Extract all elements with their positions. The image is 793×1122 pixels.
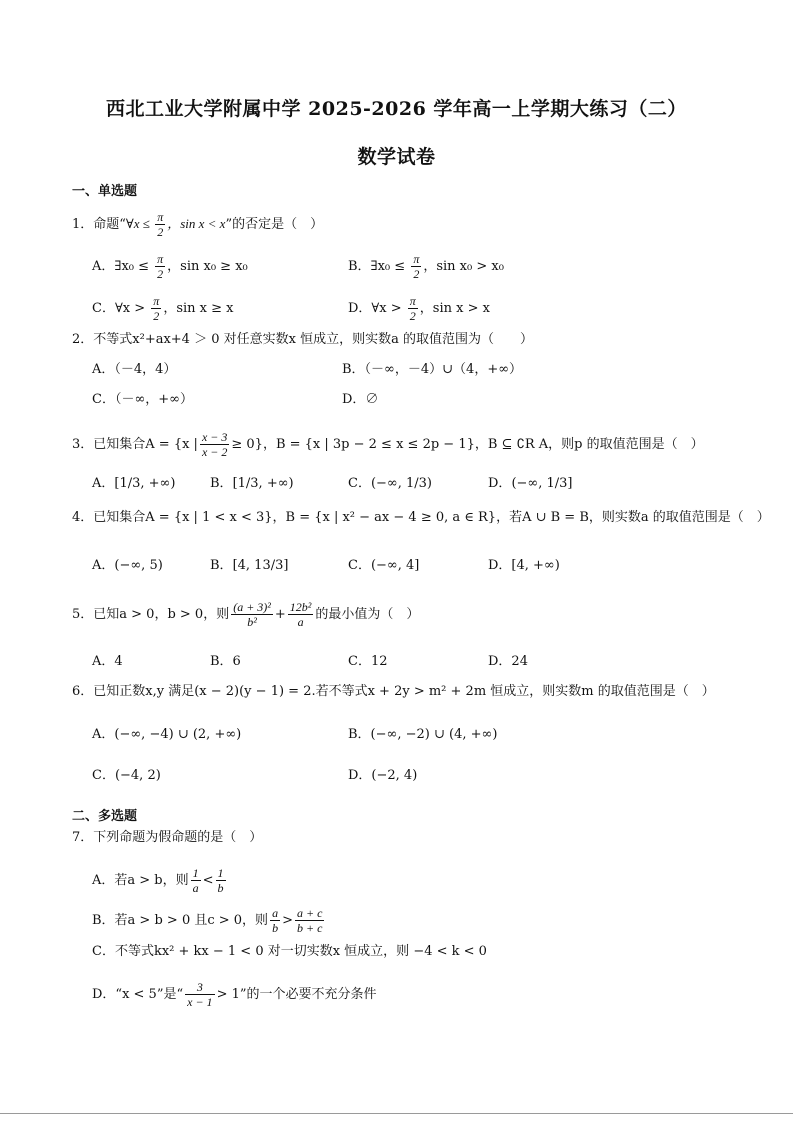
q6-option-c: C．(−4, 2) <box>92 768 161 783</box>
q1-stem-b: ∀x ≤ <box>125 216 154 231</box>
q1-b-frac <box>411 252 421 281</box>
q6-option-a: A．(−∞, −4) ∪ (2, +∞) <box>92 727 242 742</box>
q7-b-n1: a <box>272 906 279 920</box>
q7-b-text: B．若a > b > 0 且c > 0，则 <box>92 913 269 928</box>
q1-d-frac <box>408 294 418 323</box>
section-multi-choice: 二、多选题 <box>72 809 138 824</box>
q3-stem-a: 3．已知集合A = {x | <box>72 437 198 452</box>
q7-b-d2: b + c <box>296 921 323 935</box>
q5-option-c: C．12 <box>348 654 388 669</box>
q4-option-c: C．(−∞, 4] <box>348 558 420 573</box>
q1-c-tail: ，sin x ≥ x <box>163 301 234 316</box>
q3-option-c <box>348 474 432 494</box>
question-3-stem <box>72 430 704 459</box>
q3-stem-b: ≥ 0}，B = {x | 3p − 2 ≤ x ≤ 2p − 1}，B ⊆ ∁R A，则p 的取值范围是（ ） <box>231 437 704 452</box>
q1-option-d <box>348 294 490 323</box>
q7-d-text-a: D．“x < 5”是“ <box>92 987 184 1002</box>
q1-d-tail: ，sin x > x <box>419 301 490 316</box>
section-single-choice: 一、单选题 <box>72 184 138 199</box>
q1-b-den: 2 <box>413 267 420 281</box>
q5-f2-num: 12b² <box>289 600 312 614</box>
q1-b-num: π <box>413 252 420 266</box>
q3-d-expr: (−∞, 1/3] <box>511 476 573 491</box>
q3-frac-den: x − 2 <box>201 445 228 459</box>
q1-c-label: C．∀x > <box>92 301 150 316</box>
q4-option-a: A．(−∞, 5) <box>92 558 163 573</box>
q7-a-n2: 1 <box>217 866 224 880</box>
q1-option-a <box>92 252 248 281</box>
q5-fraction-2 <box>288 600 314 629</box>
q4-b-expr: [4, 13/3] <box>232 558 289 573</box>
question-7-stem: 7．下列命题为假命题的是（ ） <box>72 830 263 845</box>
q1-a-num: π <box>157 252 164 266</box>
q6-option-d: D．(−2, 4) <box>348 768 418 783</box>
q5-stem-b: 的最小值为（ ） <box>315 607 420 622</box>
q1-frac-num: π <box>157 210 164 224</box>
q1-a-frac <box>155 252 165 281</box>
q5-option-b: B．6 <box>210 654 241 669</box>
q7-a-n1: 1 <box>192 866 199 880</box>
q7-b-gt: > <box>282 913 293 928</box>
q5-plus: + <box>274 607 286 622</box>
q1-stem-d: ”的否定是（ ） <box>225 217 324 232</box>
q2-option-d: D．∅ <box>342 392 379 407</box>
question-5-stem <box>72 600 419 629</box>
q7-b-frac-2 <box>295 906 324 935</box>
q7-b-d1: b <box>272 921 279 935</box>
q3-frac-num: x − 3 <box>201 430 228 444</box>
q4-b-label: B． <box>210 558 233 573</box>
q7-d-num: 3 <box>185 980 214 995</box>
q3-c-expr: (−∞, 1/3) <box>370 476 433 491</box>
q7-d-den: x − 1 <box>187 995 213 1009</box>
q4-option-b <box>210 556 288 576</box>
q6-option-b: B．(−∞, −2) ∪ (4, +∞) <box>348 727 498 742</box>
q3-fraction <box>200 430 229 459</box>
q1-a-tail: ，sin x₀ ≥ x₀ <box>167 259 248 274</box>
q7-a-frac-2 <box>216 866 226 895</box>
question-2-stem: 2．不等式x²+ax+4 ＞ 0 对任意实数x 恒成立，则实数a 的取值范围为（ ） <box>72 332 533 347</box>
q7-option-c: C．不等式kx² + kx − 1 < 0 对一切实数x 恒成立，则 −4 < k < 0 <box>92 944 487 959</box>
q3-d-label: D． <box>488 476 512 491</box>
q1-c-frac <box>151 294 161 323</box>
q2-option-a: A．（－4，4） <box>92 362 177 377</box>
q1-b-tail: ，sin x₀ > x₀ <box>423 259 504 274</box>
q1-frac-den: 2 <box>157 225 164 239</box>
q1-option-b <box>348 252 504 281</box>
q7-option-d <box>92 980 377 1009</box>
q5-f1-num: (a + 3)² <box>233 600 271 614</box>
q1-fraction <box>155 210 165 239</box>
q3-option-b <box>210 474 294 494</box>
q2-option-c: C．（－∞，+∞） <box>92 392 193 407</box>
q1-d-den: 2 <box>409 309 416 323</box>
q1-a-label: A．∃x₀ ≤ <box>92 259 154 274</box>
q3-b-expr: [1/3, +∞) <box>232 476 294 491</box>
q3-a-label: A． <box>92 476 115 491</box>
q5-f2-den: a <box>297 615 304 629</box>
q1-a-den: 2 <box>157 267 164 281</box>
q1-stem-a: 1．命题“ <box>72 217 126 232</box>
question-4-stem: 4．已知集合A = {x | 1 < x < 3}，B = {x | x² − ax − 4 ≥ 0, a ∈ R}，若A ∪ B = B，则实数a 的取值范围是（ ） <box>72 510 770 525</box>
page-title: 西北工业大学附属中学 2025-2026 学年高一上学期大练习（二） <box>106 98 687 120</box>
q1-d-num: π <box>409 294 416 308</box>
q4-option-d: D．[4, +∞) <box>488 558 560 573</box>
q3-c-label: C． <box>348 476 371 491</box>
page-subtitle: 数学试卷 <box>357 146 436 168</box>
q5-option-d: D．24 <box>488 654 528 669</box>
q7-a-d2: b <box>217 881 224 895</box>
question-1-stem <box>72 210 323 239</box>
q7-a-d1: a <box>192 881 199 895</box>
q3-option-d <box>488 474 573 494</box>
q1-c-num: π <box>153 294 160 308</box>
q7-d-text-b: > 1”的一个必要不充分条件 <box>216 987 377 1002</box>
q3-option-a <box>92 474 175 494</box>
q1-stem-c: ，sin x < x <box>167 216 226 231</box>
q7-b-n2: a + c <box>296 906 323 920</box>
q7-a-frac-1 <box>191 866 201 895</box>
q5-stem-a: 5．已知a > 0，b > 0，则 <box>72 607 230 622</box>
q2-option-b: B．（－∞，－4）∪（4，+∞） <box>342 362 523 377</box>
q7-option-a <box>92 866 228 895</box>
q1-b-label: B．∃x₀ ≤ <box>348 259 410 274</box>
q7-a-lt: < <box>202 873 214 888</box>
question-6-stem: 6．已知正数x,y 满足(x − 2)(y − 1) = 2.若不等式x + 2y > m² + 2m 恒成立，则实数m 的取值范围是（ ） <box>72 684 715 699</box>
q5-f1-den: b² <box>247 615 257 629</box>
q1-d-label: D．∀x > <box>348 301 406 316</box>
q7-d-frac <box>185 980 214 1009</box>
q3-a-expr: [1/3, +∞) <box>114 476 176 491</box>
q5-fraction-1 <box>231 600 273 629</box>
q7-a-text: A．若a > b，则 <box>92 873 189 888</box>
q7-option-b <box>92 906 326 935</box>
q3-b-label: B． <box>210 476 233 491</box>
q1-c-den: 2 <box>153 309 160 323</box>
q1-option-c <box>92 294 233 323</box>
q7-b-frac-1 <box>270 906 280 935</box>
q5-option-a: A．4 <box>92 654 123 669</box>
footer-divider <box>0 1113 793 1114</box>
